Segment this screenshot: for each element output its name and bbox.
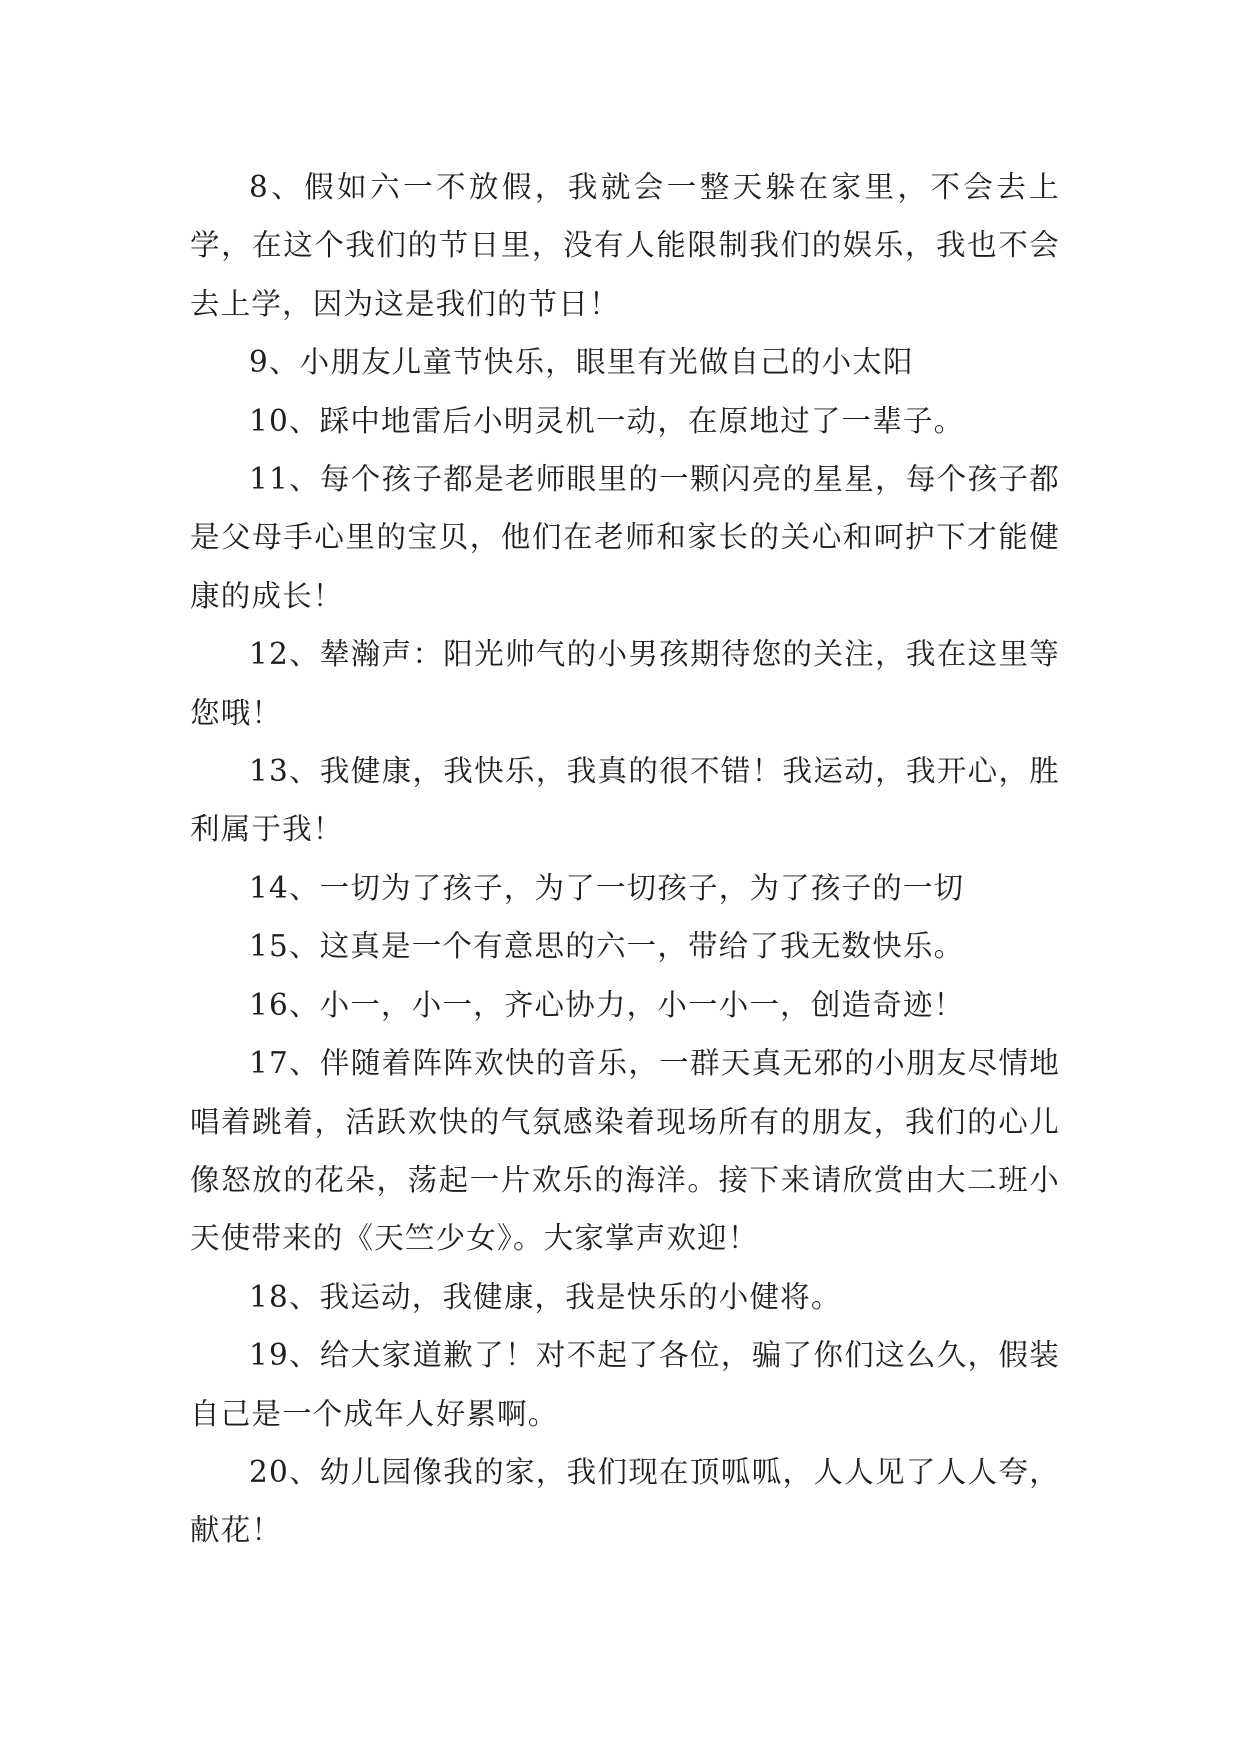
paragraph-17: 17、伴随着阵阵欢快的音乐，一群天真无邪的小朋友尽情地唱着跳着，活跃欢快的气氛感染着现场所有的朋友，我们的心儿像怒放的花朵，荡起一片欢乐的海洋。接下来请欣赏由大二班小天使带来的《天竺少女》。大家掌声欢迎！ <box>190 1046 1060 1256</box>
paragraph-15: 15、这真是一个有意思的六一，带给了我无数快乐。 <box>249 929 965 964</box>
paragraph-11: 11、每个孩子都是老师眼里的一颗闪亮的星星，每个孩子都是父母手心里的宝贝，他们在老师和家长的关心和呵护下才能健康的成长！ <box>190 462 1060 613</box>
paragraph-8: 8、假如六一不放假，我就会一整天躲在家里，不会去上学，在这个我们的节日里，没有人能限制我们的娱乐，我也不会去上学，因为这是我们的节日！ <box>190 170 1060 321</box>
paragraph-12: 12、辇瀚声：阳光帅气的小男孩期待您的关注，我在这里等您哦！ <box>190 637 1060 730</box>
paragraph-20: 20、幼儿园像我的家，我们现在顶呱呱，人人见了人人夸，献花！ <box>190 1454 1060 1548</box>
document-body <box>190 158 1060 1560</box>
paragraph-14: 14、一切为了孩子，为了一切孩子，为了孩子的一切 <box>249 870 965 905</box>
paragraph-9: 9、小朋友儿童节快乐，眼里有光做自己的小太阳 <box>249 345 914 380</box>
paragraph-10: 10、踩中地雷后小明灵机一动，在原地过了一辈子。 <box>249 403 965 438</box>
paragraph-13: 13、我健康，我快乐，我真的很不错！我运动，我开心，胜利属于我！ <box>190 754 1060 847</box>
paragraph-19: 19、给大家道歉了！对不起了各位，骗了你们这么久，假装自己是一个成年人好累啊。 <box>190 1338 1060 1431</box>
paragraph-16: 16、小一，小一，齐心协力，小一小一，创造奇迹！ <box>249 987 965 1022</box>
paragraph-18: 18、我运动，我健康，我是快乐的小健将。 <box>249 1279 842 1314</box>
